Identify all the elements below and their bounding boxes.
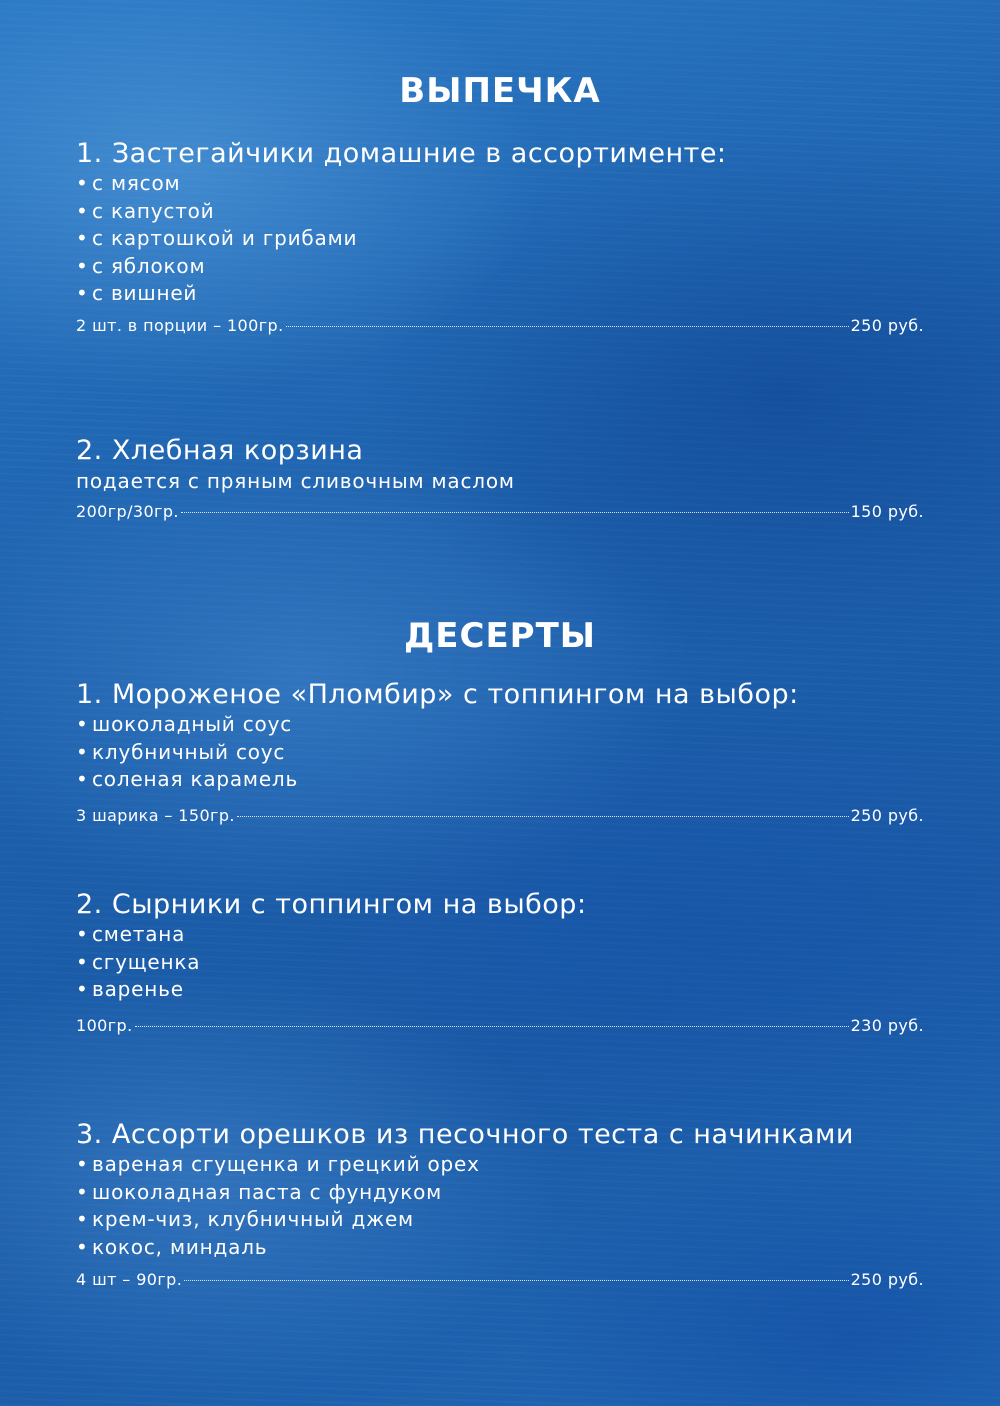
option-item: • шоколадная паста с фундуком [76,1179,924,1207]
portion-size: 2 шт. в порции – 100гр. [76,316,284,335]
menu-item-bread-basket [76,436,924,495]
price-row [76,806,924,826]
price-row [76,502,924,522]
price-row [76,1270,924,1290]
option-item: • крем-чиз, клубничный джем [76,1206,924,1234]
price-row [76,316,924,336]
price: 250 руб. [850,316,924,335]
item-description: подается с пряным сливочным маслом [76,469,515,493]
option-item: • сгущенка [76,949,924,977]
option-item: • с капустой [76,198,924,226]
menu-item-oreshki [76,1120,924,1261]
dot-leader [286,326,849,327]
dot-leader [237,816,849,817]
portion-size: 200гр/30гр. [76,502,179,521]
section-heading-pastry: ВЫПЕЧКА [399,71,601,111]
option-item: • с мясом [76,170,924,198]
section-heading-desserts: ДЕСЕРТЫ [403,616,597,656]
option-item: • клубничный соус [76,739,924,767]
item-title: 3. Ассорти орешков из песочного теста с начинками [76,1119,854,1150]
option-item: • с яблоком [76,253,924,281]
item-title: 1. Застегайчики домашние в ассортименте: [76,138,727,169]
price: 230 руб. [850,1016,924,1035]
option-item: • соленая карамель [76,766,924,794]
option-item: • с вишней [76,280,924,308]
option-list [76,170,924,308]
price: 250 руб. [850,806,924,825]
option-item: • шоколадный соус [76,711,924,739]
portion-size: 100гр. [76,1016,133,1035]
menu-item-syrniki [76,890,924,1004]
dot-leader [181,512,849,513]
price: 150 руб. [850,502,924,521]
option-list [76,1151,924,1261]
menu-page [76,0,924,1406]
price-row [76,1016,924,1036]
option-item: • кокос, миндаль [76,1234,924,1262]
option-item: • с картошкой и грибами [76,225,924,253]
item-title: 1. Мороженое «Пломбир» с топпингом на выбор: [76,679,799,710]
menu-item-plombir [76,680,924,794]
option-item: • вареная сгущенка и грецкий орех [76,1151,924,1179]
dot-leader [135,1026,849,1027]
option-list [76,711,924,794]
option-item: • варенье [76,976,924,1004]
item-title: 2. Сырники с топпингом на выбор: [76,889,587,920]
option-item: • сметана [76,921,924,949]
item-title: 2. Хлебная корзина [76,435,364,466]
portion-size: 4 шт – 90гр. [76,1270,183,1289]
dot-leader [184,1280,848,1281]
option-list [76,921,924,1004]
price: 250 руб. [850,1270,924,1289]
portion-size: 3 шарика – 150гр. [76,806,235,825]
menu-item-zastegaichiki [76,139,924,308]
